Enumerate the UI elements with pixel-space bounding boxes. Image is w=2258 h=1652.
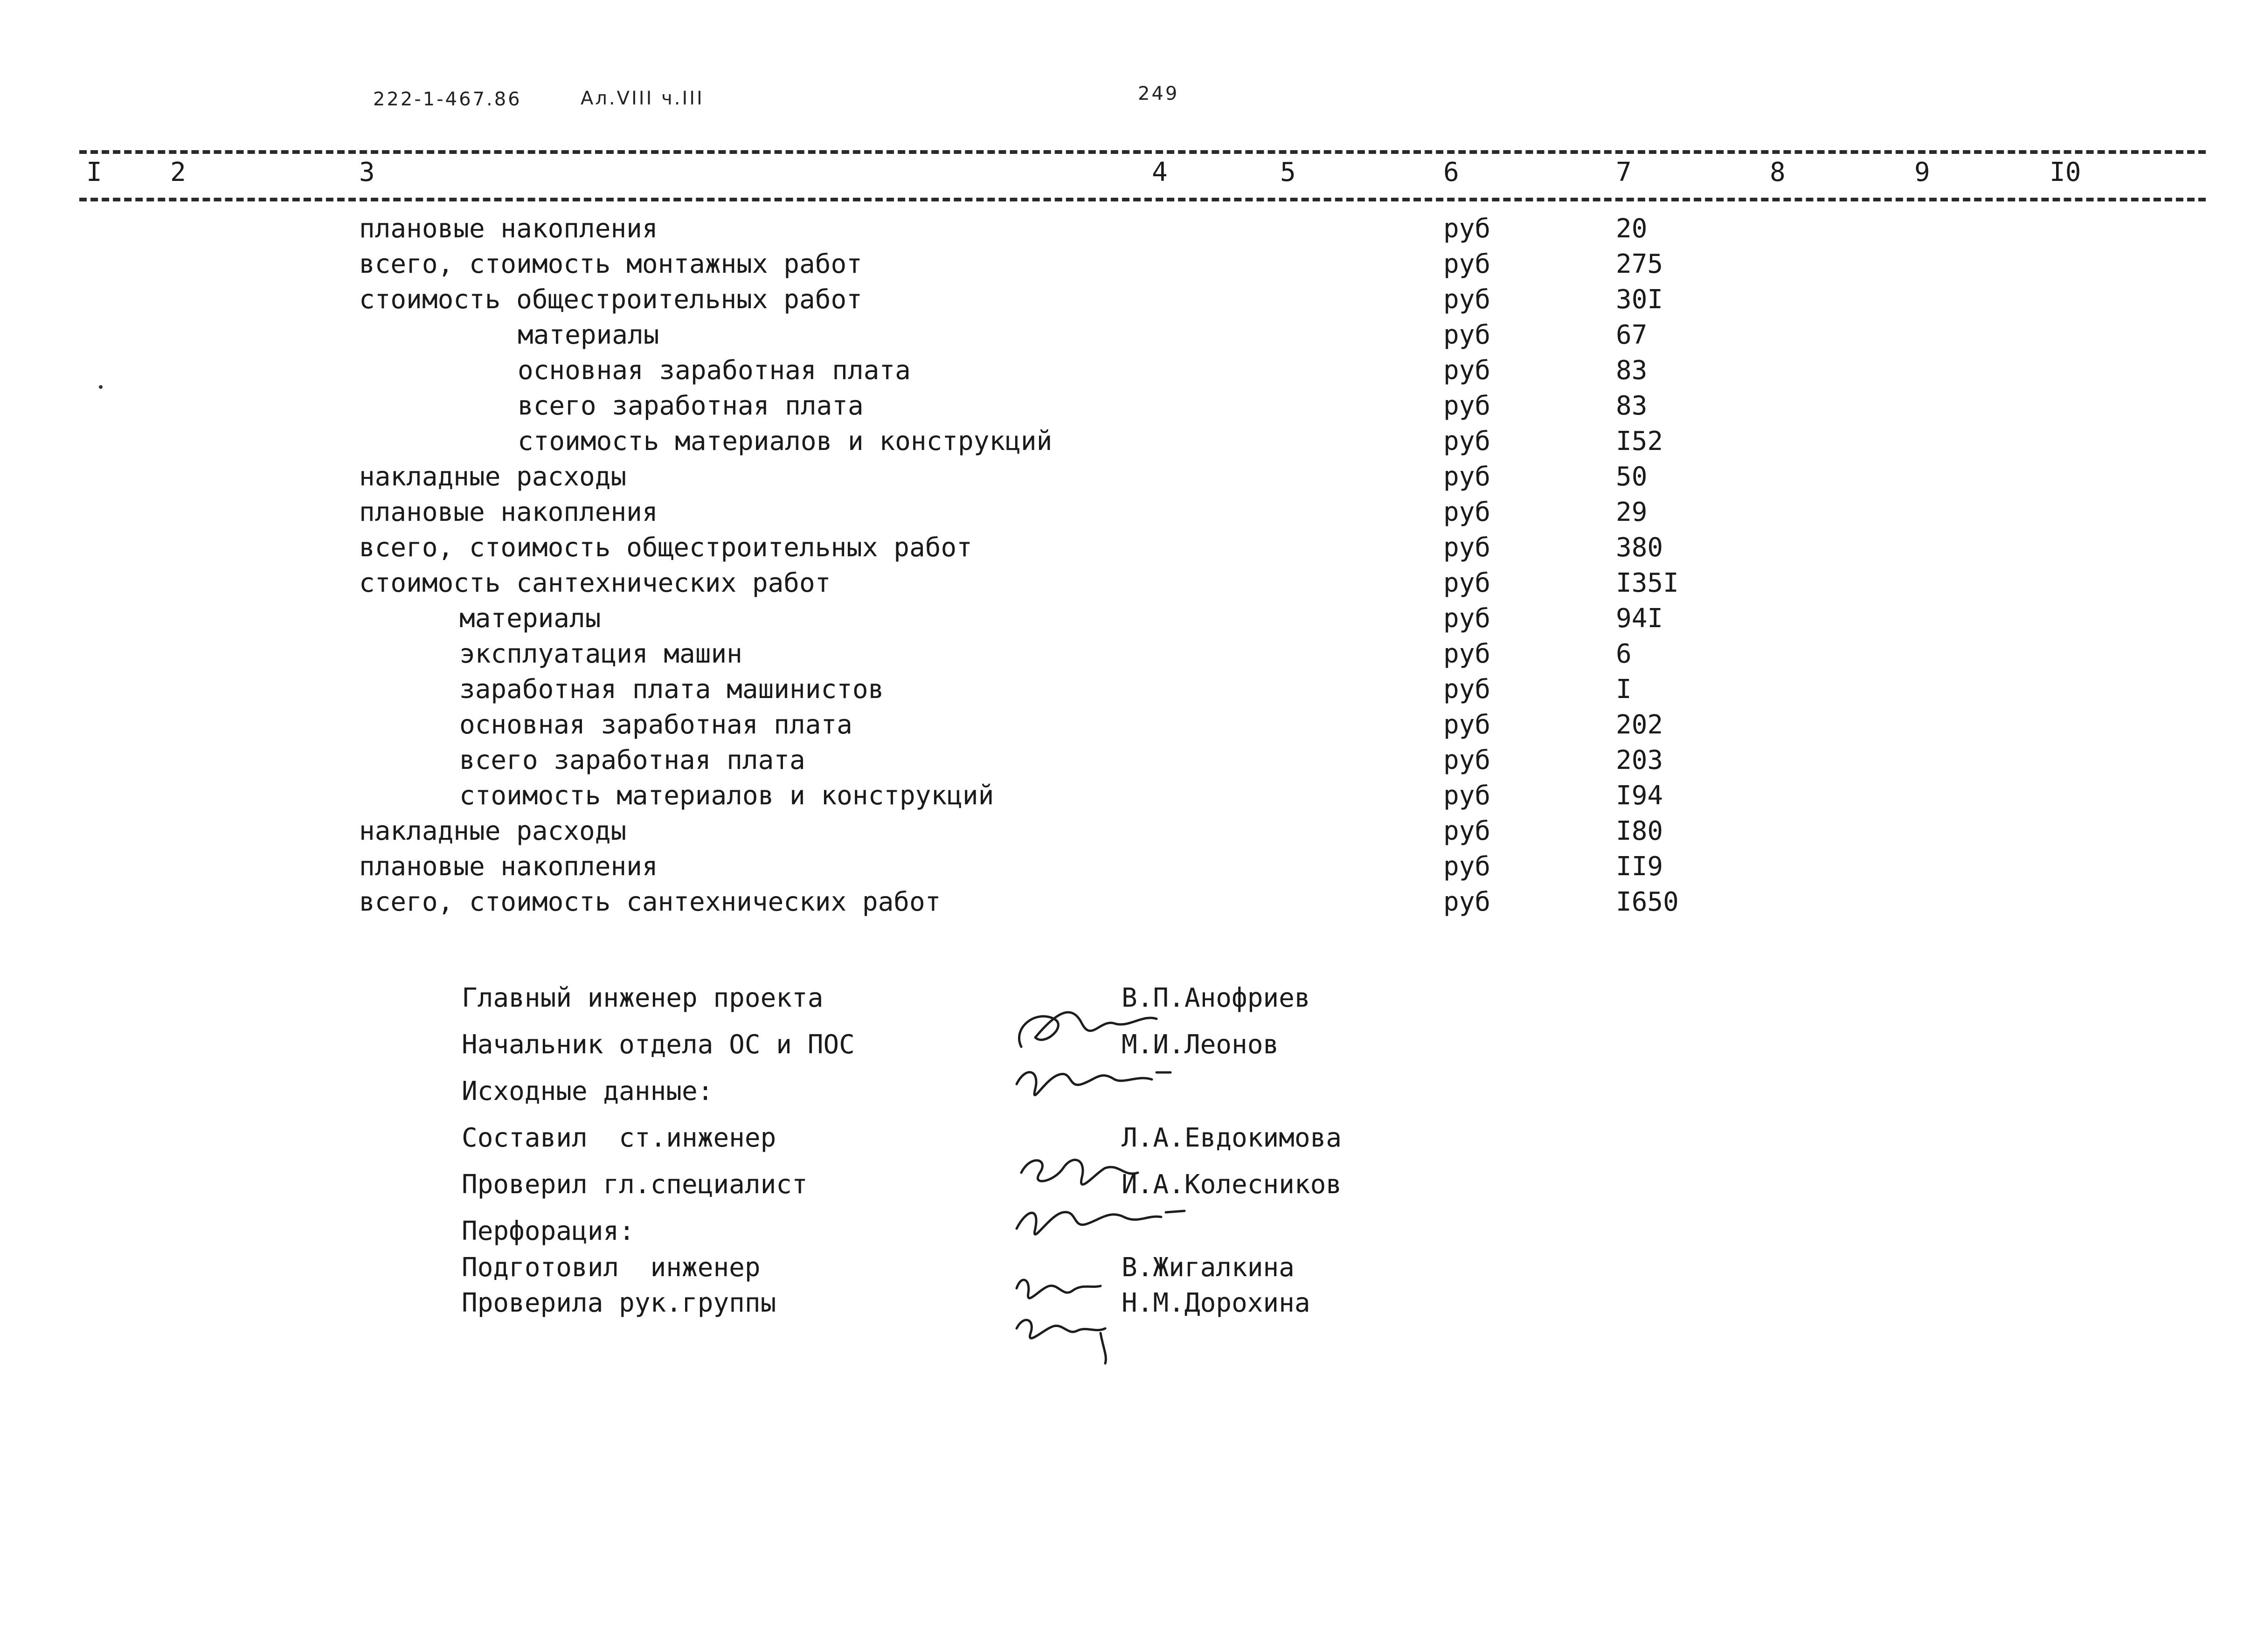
row-unit: руб bbox=[1443, 391, 1491, 421]
row-label: всего, стоимость общестроительных работ bbox=[359, 532, 972, 563]
row-label: эксплуатация машин bbox=[459, 639, 742, 669]
row-value: 67 bbox=[1616, 320, 1648, 350]
row-label: стоимость материалов и конструкций bbox=[518, 426, 1053, 456]
table-header-rule-top bbox=[79, 150, 2206, 154]
row-unit: руб bbox=[1443, 426, 1491, 456]
row-unit: руб bbox=[1443, 462, 1491, 492]
column-number-5: 5 bbox=[1280, 157, 1296, 187]
album-reference: Ал.VIII ч.III bbox=[581, 88, 704, 109]
row-unit: руб bbox=[1443, 532, 1491, 563]
table-row bbox=[0, 320, 2258, 355]
row-value: 83 bbox=[1616, 355, 1648, 386]
row-unit: руб bbox=[1443, 816, 1491, 846]
table-row bbox=[0, 781, 2258, 816]
table-row bbox=[0, 887, 2258, 922]
signer-role: Подготовил инженер bbox=[462, 1252, 761, 1283]
row-unit: руб bbox=[1443, 249, 1491, 279]
signer-role: Проверил гл.специалист bbox=[462, 1169, 808, 1200]
page-number: 249 bbox=[1138, 83, 1179, 104]
handwritten-signature bbox=[877, 1007, 1119, 1077]
table-row bbox=[0, 426, 2258, 462]
row-label: плановые накопления bbox=[359, 851, 658, 882]
row-label: основная заработная плата bbox=[459, 710, 852, 740]
row-value: 83 bbox=[1616, 391, 1648, 421]
row-value: 202 bbox=[1616, 710, 1663, 740]
signature-row bbox=[0, 1288, 2258, 1439]
table-row bbox=[0, 532, 2258, 568]
row-value: I650 bbox=[1616, 887, 1679, 917]
signer-role: Начальник отдела ОС и ПОС bbox=[462, 1030, 855, 1060]
row-value: 20 bbox=[1616, 214, 1648, 244]
document-code: 222-1-467.86 bbox=[373, 89, 522, 110]
row-label: стоимость материалов и конструкций bbox=[459, 781, 994, 811]
column-number-9: 9 bbox=[1914, 157, 1930, 187]
row-unit: руб bbox=[1443, 284, 1491, 315]
signer-name: М.И.Леонов bbox=[1122, 1030, 1279, 1060]
row-unit: руб bbox=[1443, 887, 1491, 917]
table-row bbox=[0, 710, 2258, 745]
row-label: всего заработная плата bbox=[459, 745, 805, 775]
row-value: 29 bbox=[1616, 497, 1648, 527]
row-label: плановые накопления bbox=[359, 497, 658, 527]
row-label: стоимость общестроительных работ bbox=[359, 284, 862, 315]
row-value: I52 bbox=[1616, 426, 1663, 456]
scan-speck bbox=[99, 385, 103, 389]
column-number-1: I bbox=[86, 157, 102, 187]
column-number-3: 3 bbox=[359, 157, 375, 187]
signer-name: Н.М.Дорохина bbox=[1122, 1288, 1310, 1318]
signer-name: В.П.Анофриев bbox=[1122, 983, 1310, 1013]
row-label: материалы bbox=[518, 320, 659, 350]
table-row bbox=[0, 497, 2258, 532]
signer-role: Исходные данные: bbox=[462, 1076, 713, 1106]
row-label: накладные расходы bbox=[359, 462, 627, 492]
row-label: плановые накопления bbox=[359, 214, 658, 244]
signer-name: Л.А.Евдокимова bbox=[1122, 1123, 1342, 1153]
row-unit: руб bbox=[1443, 320, 1491, 350]
row-unit: руб bbox=[1443, 497, 1491, 527]
row-value: I94 bbox=[1616, 781, 1663, 811]
table-row bbox=[0, 603, 2258, 639]
signer-role: Главный инженер проекта bbox=[462, 983, 824, 1013]
handwritten-signature bbox=[877, 1147, 1119, 1217]
table-row bbox=[0, 639, 2258, 674]
signer-role: Перфорация: bbox=[462, 1216, 635, 1246]
table-row bbox=[0, 391, 2258, 426]
row-unit: руб bbox=[1443, 674, 1491, 705]
table-row bbox=[0, 249, 2258, 284]
table-row bbox=[0, 674, 2258, 710]
column-number-10: I0 bbox=[2050, 157, 2081, 187]
signer-name: В.Жигалкина bbox=[1122, 1252, 1295, 1283]
row-value: I80 bbox=[1616, 816, 1663, 846]
row-unit: руб bbox=[1443, 851, 1491, 882]
row-label: всего, стоимость сантехнических работ bbox=[359, 887, 941, 917]
column-number-6: 6 bbox=[1443, 157, 1459, 187]
table-row bbox=[0, 568, 2258, 603]
row-label: заработная плата машинистов bbox=[459, 674, 884, 705]
row-value: II9 bbox=[1616, 851, 1663, 882]
row-value: 50 bbox=[1616, 462, 1648, 492]
row-unit: руб bbox=[1443, 639, 1491, 669]
table-row bbox=[0, 355, 2258, 391]
signer-name: И.А.Колесников bbox=[1122, 1169, 1342, 1200]
column-number-4: 4 bbox=[1152, 157, 1168, 187]
table-header-rule-bottom bbox=[79, 198, 2206, 201]
row-value: 203 bbox=[1616, 745, 1663, 775]
row-value: I35I bbox=[1616, 568, 1679, 598]
row-value: 94I bbox=[1616, 603, 1663, 634]
row-value: 275 bbox=[1616, 249, 1663, 279]
column-number-7: 7 bbox=[1616, 157, 1632, 187]
row-label: всего, стоимость монтажных работ bbox=[359, 249, 862, 279]
row-unit: руб bbox=[1443, 214, 1491, 244]
row-unit: руб bbox=[1443, 603, 1491, 634]
row-unit: руб bbox=[1443, 781, 1491, 811]
row-label: материалы bbox=[459, 603, 601, 634]
row-value: 30I bbox=[1616, 284, 1663, 315]
row-label: всего заработная плата bbox=[518, 391, 864, 421]
table-row bbox=[0, 851, 2258, 887]
table-row bbox=[0, 214, 2258, 249]
row-unit: руб bbox=[1443, 568, 1491, 598]
table-row bbox=[0, 816, 2258, 851]
row-value: 6 bbox=[1616, 639, 1632, 669]
table-row bbox=[0, 745, 2258, 781]
signer-role: Проверила рук.группы bbox=[462, 1288, 776, 1318]
column-number-2: 2 bbox=[170, 157, 186, 187]
row-unit: руб bbox=[1443, 355, 1491, 386]
row-label: основная заработная плата bbox=[518, 355, 911, 386]
table-row bbox=[0, 462, 2258, 497]
column-number-8: 8 bbox=[1770, 157, 1786, 187]
row-unit: руб bbox=[1443, 710, 1491, 740]
table-row bbox=[0, 284, 2258, 320]
row-label: стоимость сантехнических работ bbox=[359, 568, 831, 598]
row-unit: руб bbox=[1443, 745, 1491, 775]
handwritten-signature bbox=[877, 1265, 1119, 1335]
row-label: накладные расходы bbox=[359, 816, 627, 846]
row-value: I bbox=[1616, 674, 1632, 705]
row-value: 380 bbox=[1616, 532, 1663, 563]
signer-role: Составил ст.инженер bbox=[462, 1123, 776, 1153]
